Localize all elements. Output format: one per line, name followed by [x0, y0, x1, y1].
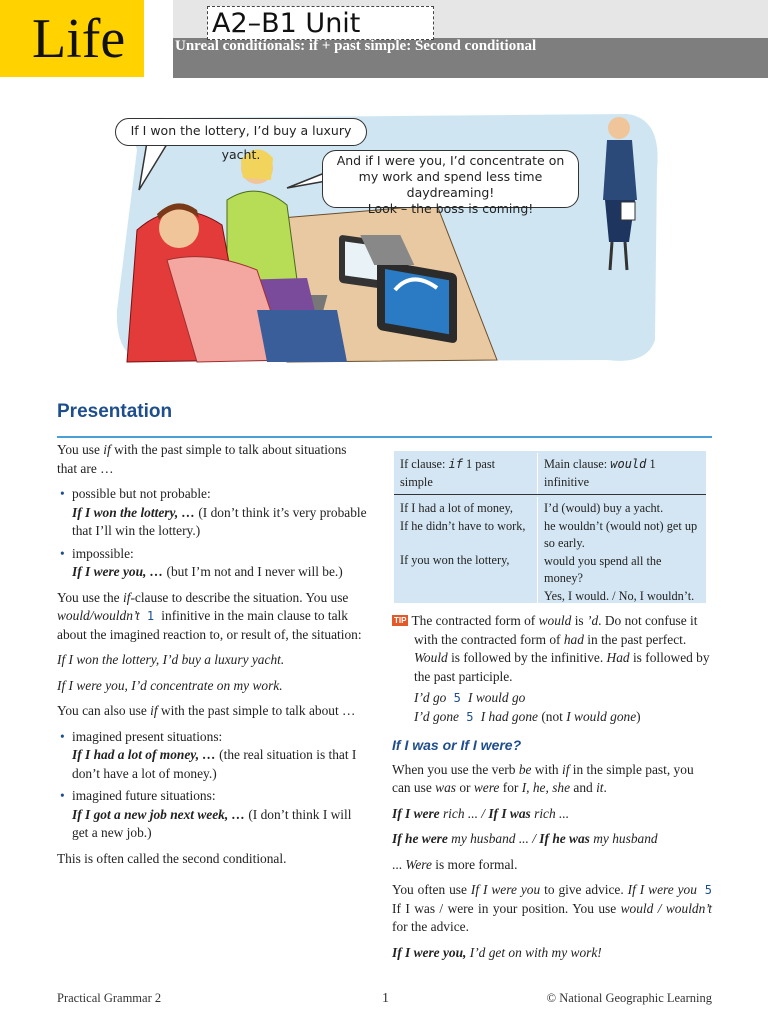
list-item: • imagined present situations: If I had a lot of money, … (the real situation is that I don’t have a lot of money.) — [57, 728, 367, 784]
example-2: If I were you, I’d concentrate on my work. — [57, 677, 283, 693]
office-illustration — [107, 110, 667, 370]
was-were-example-1: If I were rich ... / If I was rich ... — [392, 805, 570, 821]
formal-note: ... Were is more formal. — [392, 856, 518, 872]
illustration-svg — [107, 110, 667, 370]
speech-bubble-man: If I won the lottery, I’d buy a luxury yacht. — [115, 118, 367, 146]
footer-copyright: © National Geographic Learning — [546, 991, 712, 1005]
intro-text: You use if with the past simple to talk about situations that are … — [57, 442, 347, 476]
was-were-heading: If I was or If I were? — [392, 737, 522, 753]
also-text: You can also use if with the past simple to talk about … — [57, 703, 356, 718]
list-item: • possible but not probable: If I won the lottery, … (I don’t think it’s very probable that I’ll win the lottery.) — [57, 485, 367, 541]
life-logo — [0, 0, 144, 77]
bubble-line-3: Look – the boss is coming! — [367, 201, 534, 216]
table-main-column: I’d (would) buy a yacht. he wouldn’t (would not) get up so early. would you spend all the money? Yes, I would. / No, I wouldn’t. — [537, 497, 706, 603]
bubble-line-2: my work and spend less time daydreaming! — [358, 169, 543, 200]
list-item: • impossible: If I were you, … (but I’m not and I never will be.) — [57, 545, 367, 582]
usage-list — [57, 485, 367, 582]
was-were-text: When you use the verb be with if in the simple past, you can use was or were for I, he, she and it. — [392, 761, 694, 795]
speech-bubble-woman — [322, 150, 579, 216]
clause-explanation: You use the if-clause to describe the situation. You use would/wouldn’t 1 infinitive in the main clause to talk about the imagined reaction to, or result of, the situation: — [57, 589, 362, 642]
unit-title: A2–B1 Unit — [207, 6, 434, 40]
page-number: 1 — [382, 991, 389, 1006]
advice-example: If I were you, I’d get on with my work! — [392, 944, 602, 960]
logo-text: Life — [32, 8, 126, 70]
example-1: If I won the lottery, I’d buy a luxury yacht. — [57, 652, 285, 667]
tip-box: TIP The contracted form of would is ’d. Do not confuse it with the contracted form of had in the past perfect. Would is followed by the infinitive. Had is followed by the past participle. — [394, 613, 710, 684]
left-column — [57, 441, 367, 875]
tip-badge: TIP — [394, 616, 407, 625]
was-were-example-2: If he were my husband ... / If he was my husband — [392, 831, 658, 846]
right-column — [392, 612, 712, 969]
list-item: • imagined future situations: If I got a new job next week, … (I don’t think I will get a new job.) — [57, 787, 367, 843]
tip-example-1: I’d go 5 I would go — [414, 690, 526, 705]
header-main-clause: Main clause: would 1 infinitive — [537, 453, 706, 494]
section-title: Presentation — [57, 401, 173, 422]
bubble-line-1: And if I were you, I’d concentrate on — [336, 153, 565, 168]
section-divider — [57, 436, 712, 438]
second-conditional-note: This is often called the second conditional. — [57, 850, 287, 866]
imagined-list — [57, 728, 367, 843]
footer-book-title: Practical Grammar 2 — [57, 991, 162, 1005]
grammar-table — [394, 451, 706, 603]
tip-example-2: I’d gone 5 I had gone (not I would gone) — [414, 708, 641, 724]
advice-text: You often use If I were you to give advice. If I were you 5 If I was / were in your position. You use would / wouldn’t for the advice. — [392, 882, 713, 934]
page-subtitle: Unreal conditionals: if + past simple: Second conditional — [175, 38, 537, 54]
table-if-column: If I had a lot of money, If he didn’t have to work, If you won the lottery, — [400, 501, 526, 567]
header-if-clause: If clause: if 1 past simple — [400, 457, 496, 489]
